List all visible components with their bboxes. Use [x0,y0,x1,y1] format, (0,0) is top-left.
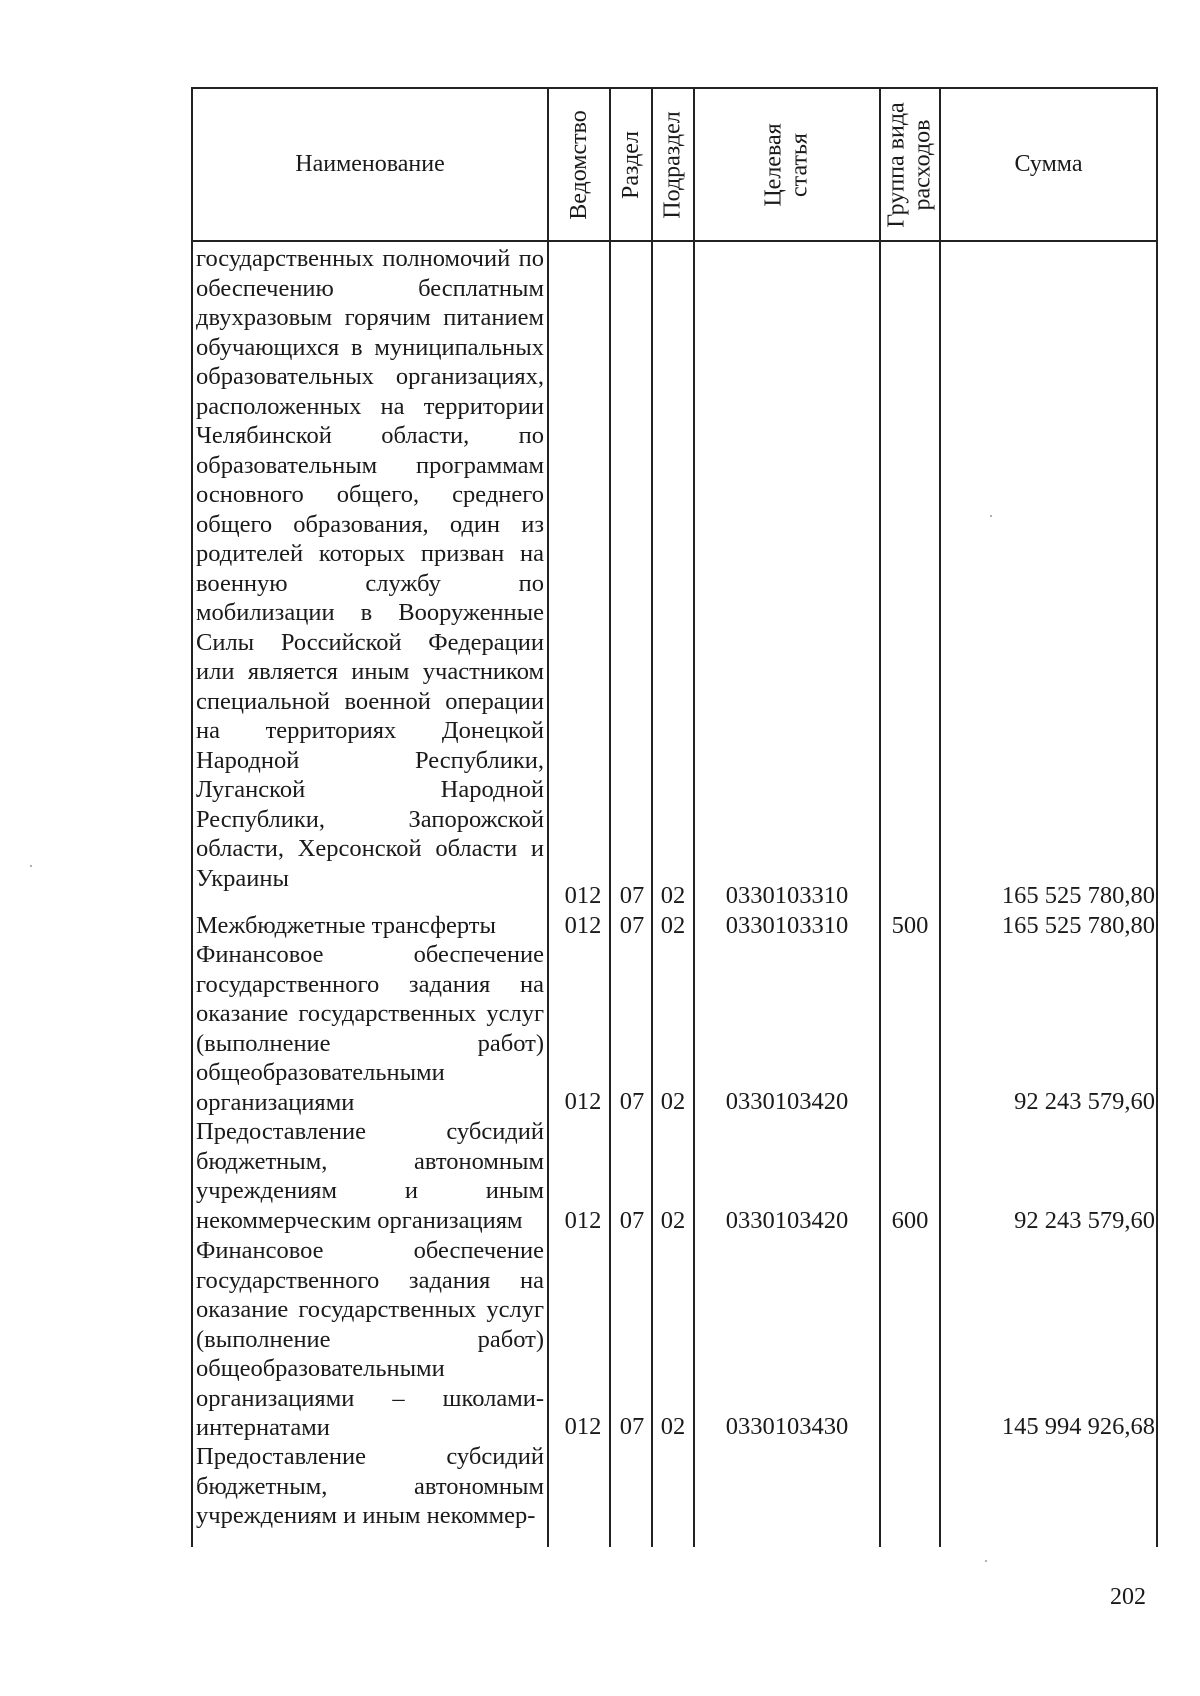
header-name [193,89,547,240]
row-3-name-text: Финансовое обеспечение государственного задания на оказание государственных услуг (выполнение работ) общеобразовательными организациями [196,941,544,1116]
row-3-sum: 92 243 579,60 [1014,1088,1155,1115]
row-1-raz: 07 [619,882,645,909]
row-4-raz: 07 [619,1207,645,1234]
row-5-name-text: Финансовое обеспечение государственного задания на оказание государственных услуг (выполнение работ) общеобразовательными организациями – школами-интернатами [196,1237,544,1441]
header-bottom-border [191,240,1157,242]
row-1-sum: 165 525 780,80 [1001,882,1155,909]
col-divider-pod [693,87,695,1547]
row-1-ved: 012 [564,882,602,909]
row-5-sum: 145 994 926,68 [1001,1413,1155,1440]
row-4-grp: 600 [891,1207,929,1234]
row-1-cel: 0330103310 [725,882,849,909]
col-divider-ved [609,87,611,1547]
row-5-raz: 07 [619,1413,645,1440]
row-3-name [196,940,544,1117]
row-5-pod: 02 [660,1413,686,1440]
row-3-cel: 0330103420 [725,1088,849,1115]
header-celevaya-line2: статья [786,132,813,197]
row-2-grp: 500 [891,912,929,939]
page-number: 202 [1110,1584,1146,1610]
table-left-border [191,87,193,1547]
header-vedomstvo [549,89,609,240]
header-gruppa [881,89,939,240]
table-right-border [1156,87,1158,1547]
header-celevaya-line1: Целевая [760,122,787,207]
row-2-ved: 012 [564,912,602,939]
row-2-name [196,911,544,941]
row-4-ved: 012 [564,1207,602,1234]
header-razdel-label: Раздел [618,130,645,199]
scan-speck [30,865,32,867]
header-gruppa-label [884,102,936,227]
row-5-name [196,1236,544,1443]
row-1-name [196,244,544,893]
row-1-pod: 02 [660,882,686,909]
header-gruppa-line2: расходов [910,119,936,210]
row-4-sum: 92 243 579,60 [1014,1207,1155,1234]
header-summa [941,89,1156,240]
header-celevaya [695,89,879,240]
row-6-name [196,1442,544,1531]
header-gruppa-line1: Группа вида [884,101,910,228]
row-6-name-text: Предоставление субсидий бюджетным, автономным учреждениям и иным некоммер- [196,1443,544,1529]
row-2-cel: 0330103310 [725,912,849,939]
header-name-label: Наименование [295,151,445,177]
header-summa-label: Сумма [1014,151,1083,177]
row-4-pod: 02 [660,1207,686,1234]
header-razdel [611,89,651,240]
scan-speck [985,1560,987,1562]
row-3-ved: 012 [564,1088,602,1115]
col-divider-grp [939,87,941,1547]
row-2-pod: 02 [660,912,686,939]
header-vedomstvo-label: Ведомство [566,109,592,220]
row-4-cel: 0330103420 [725,1207,849,1234]
header-celevaya-label [761,123,813,206]
col-divider-raz [651,87,653,1547]
header-podrazdel [653,89,693,240]
row-3-pod: 02 [660,1088,686,1115]
row-2-sum: 165 525 780,80 [1001,912,1155,939]
row-4-name-text: Предоставление субсидий бюджетным, автономным учреждениям и иным некоммерческим организациям [196,1118,544,1234]
row-4-name [196,1117,544,1235]
row-3-raz: 07 [619,1088,645,1115]
col-divider-name [547,87,549,1547]
header-podrazdel-label: Подраздел [660,110,687,219]
row-2-name-text: Межбюджетные трансферты [196,912,496,939]
row-5-cel: 0330103430 [725,1413,849,1440]
row-2-raz: 07 [619,912,645,939]
scan-speck [990,515,992,517]
col-divider-cel [879,87,881,1547]
row-5-ved: 012 [564,1413,602,1440]
row-1-name-text: государственных полномочий по обеспечению бесплатным двухразовым горячим питанием обучающихся в муниципальных образовательных организациях, расположенных на территории Челябинской области, по образовательным программам основного общего, среднего общего образования, один из родителей которых призван на военную службу по мобилизации в Вооруженные Силы Российской Федерации или является иным участником специальной военной операции на территориях Донецкой Народной Республики, Луганской Народной Республики, Запорожской области, Херсонской области и Украины [196,245,544,892]
